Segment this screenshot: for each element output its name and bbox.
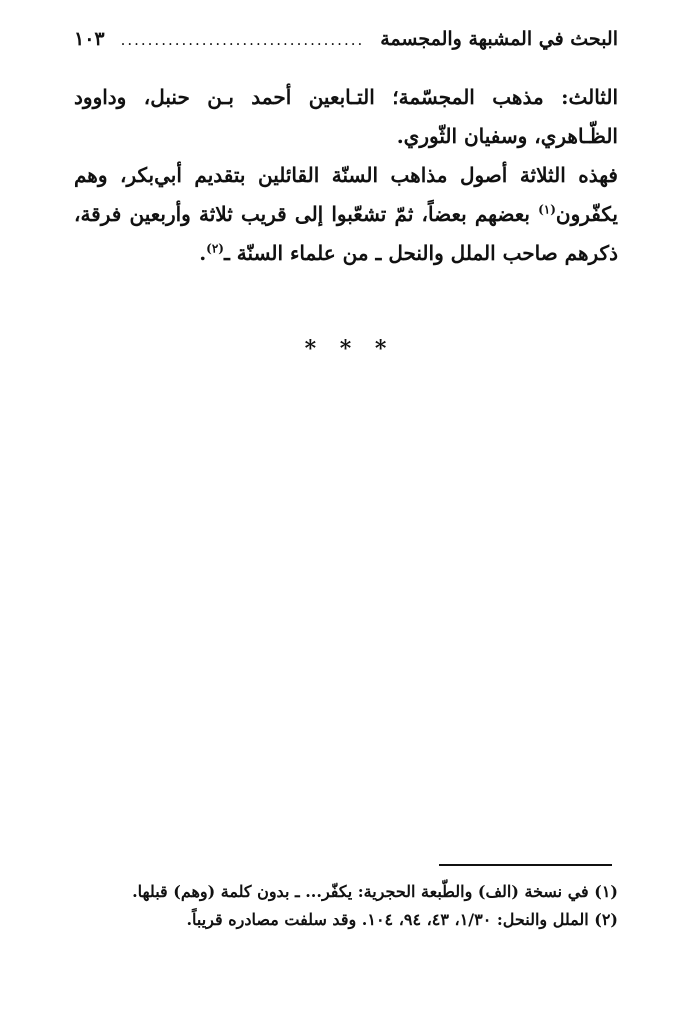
footnote-ref-1: (١) [538, 202, 556, 217]
paragraph-2-end: . [199, 241, 207, 265]
paragraph-2-part-a: فهذه الثلاثة أصول مذاهب السنّة القائلين بتقديم أبي‌بكر، وهم يكفّرون [74, 163, 618, 226]
paragraph-2 [74, 156, 618, 273]
paragraph-2-part-b: بعضهم بعضاً، ثمّ تشعّبوا إلى قريب ثلاثة وأربعين فرقة، ذكرهم صاحب الملل والنحل ـ من علماء السنّة ـ [74, 202, 618, 265]
footnote-2: (٢) الملل والنحل: ١/٣٠، ٤٣، ٩٤، ١٠٤. وقد سلفت مصادره قريباً. [186, 910, 618, 929]
section-separator: * * * [304, 336, 395, 362]
footnote-1: (١) في نسخة (الف) والطّبعة الحجرية: يكفّر... ـ بدون كلمة (وهم) قبلها. [132, 882, 618, 901]
running-head [74, 28, 618, 60]
paragraph-1: الثالث: مذهب المجسّمة؛ التـابعين أحمد بـن حنبل، وداوود الظّـاهري، وسفيان الثّوري. [74, 85, 618, 148]
leader-dots: .................................... [120, 31, 365, 49]
running-title: البحث في المشبهة والمجسمة [380, 28, 618, 50]
footnote-rule [439, 864, 612, 866]
body-text [74, 78, 618, 273]
page-number: ١٠٣ [74, 28, 105, 50]
footnote-ref-2: (٢) [206, 241, 224, 256]
footnotes [74, 878, 618, 934]
